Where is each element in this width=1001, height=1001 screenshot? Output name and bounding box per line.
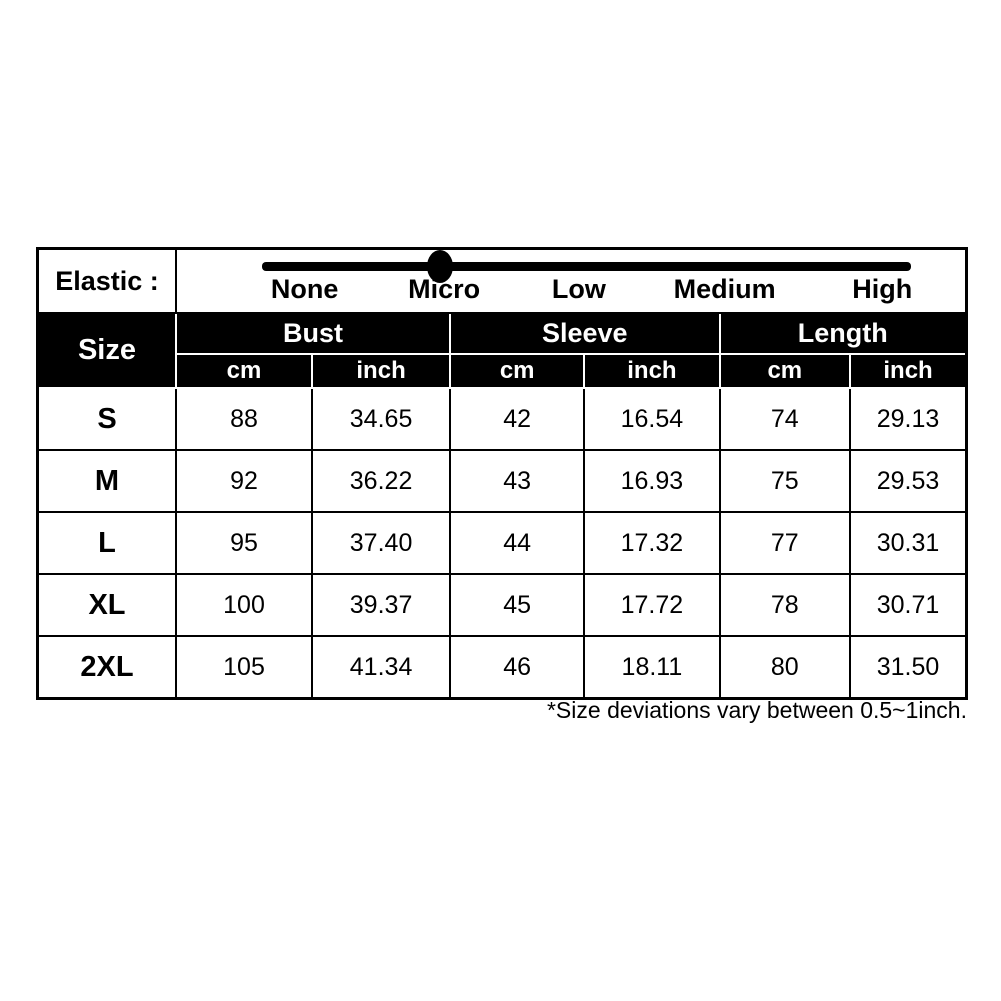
value-cell: 78 <box>721 575 852 637</box>
table-row-s <box>39 389 965 451</box>
elastic-label: Elastic : <box>39 250 177 314</box>
size-chart-table <box>39 250 965 697</box>
slider-track-icon[interactable] <box>262 262 911 271</box>
elastic-slider <box>177 250 965 314</box>
size-cell: S <box>39 389 177 451</box>
value-cell: 74 <box>721 389 852 451</box>
value-cell: 37.40 <box>313 513 451 575</box>
value-cell: 95 <box>177 513 313 575</box>
value-cell: 34.65 <box>313 389 451 451</box>
value-cell: 88 <box>177 389 313 451</box>
unit-header-row <box>39 355 965 389</box>
slider-label-high: High <box>852 274 913 304</box>
group-header-row <box>39 314 965 355</box>
table-row-m <box>39 451 965 513</box>
value-cell: 36.22 <box>313 451 451 513</box>
value-cell: 46 <box>451 637 585 697</box>
size-header: Size <box>39 314 177 389</box>
value-cell: 42 <box>451 389 585 451</box>
value-cell: 17.72 <box>585 575 720 637</box>
unit-header-length-inch: inch <box>851 355 965 389</box>
value-cell: 31.50 <box>851 637 965 697</box>
unit-header-bust-inch: inch <box>313 355 451 389</box>
value-cell: 75 <box>721 451 852 513</box>
value-cell: 45 <box>451 575 585 637</box>
group-header-bust: Bust <box>177 314 451 355</box>
value-cell: 17.32 <box>585 513 720 575</box>
value-cell: 16.93 <box>585 451 720 513</box>
value-cell: 44 <box>451 513 585 575</box>
size-chart <box>36 247 968 700</box>
value-cell: 18.11 <box>585 637 720 697</box>
footnote: *Size deviations vary between 0.5~1inch. <box>546 697 967 723</box>
value-cell: 80 <box>721 637 852 697</box>
table-row-l <box>39 513 965 575</box>
value-cell: 100 <box>177 575 313 637</box>
value-cell: 16.54 <box>585 389 720 451</box>
value-cell: 92 <box>177 451 313 513</box>
unit-header-sleeve-cm: cm <box>451 355 585 389</box>
value-cell: 77 <box>721 513 852 575</box>
slider-label-none: None <box>270 274 339 304</box>
elastic-row <box>39 250 965 314</box>
value-cell: 30.71 <box>851 575 965 637</box>
value-cell: 41.34 <box>313 637 451 697</box>
unit-header-length-cm: cm <box>721 355 852 389</box>
group-header-length: Length <box>721 314 966 355</box>
table-row-xl <box>39 575 965 637</box>
slider-label-micro: Micro <box>408 274 481 304</box>
size-cell: 2XL <box>39 637 177 697</box>
table-row-2xl <box>39 637 965 697</box>
size-cell: M <box>39 451 177 513</box>
value-cell: 30.31 <box>851 513 965 575</box>
slider-label-medium: Medium <box>673 274 776 304</box>
unit-header-sleeve-inch: inch <box>585 355 720 389</box>
value-cell: 39.37 <box>313 575 451 637</box>
value-cell: 105 <box>177 637 313 697</box>
size-cell: L <box>39 513 177 575</box>
value-cell: 43 <box>451 451 585 513</box>
value-cell: 29.53 <box>851 451 965 513</box>
slider-label-low: Low <box>551 274 606 304</box>
size-cell: XL <box>39 575 177 637</box>
group-header-sleeve: Sleeve <box>451 314 720 355</box>
unit-header-bust-cm: cm <box>177 355 313 389</box>
value-cell: 29.13 <box>851 389 965 451</box>
